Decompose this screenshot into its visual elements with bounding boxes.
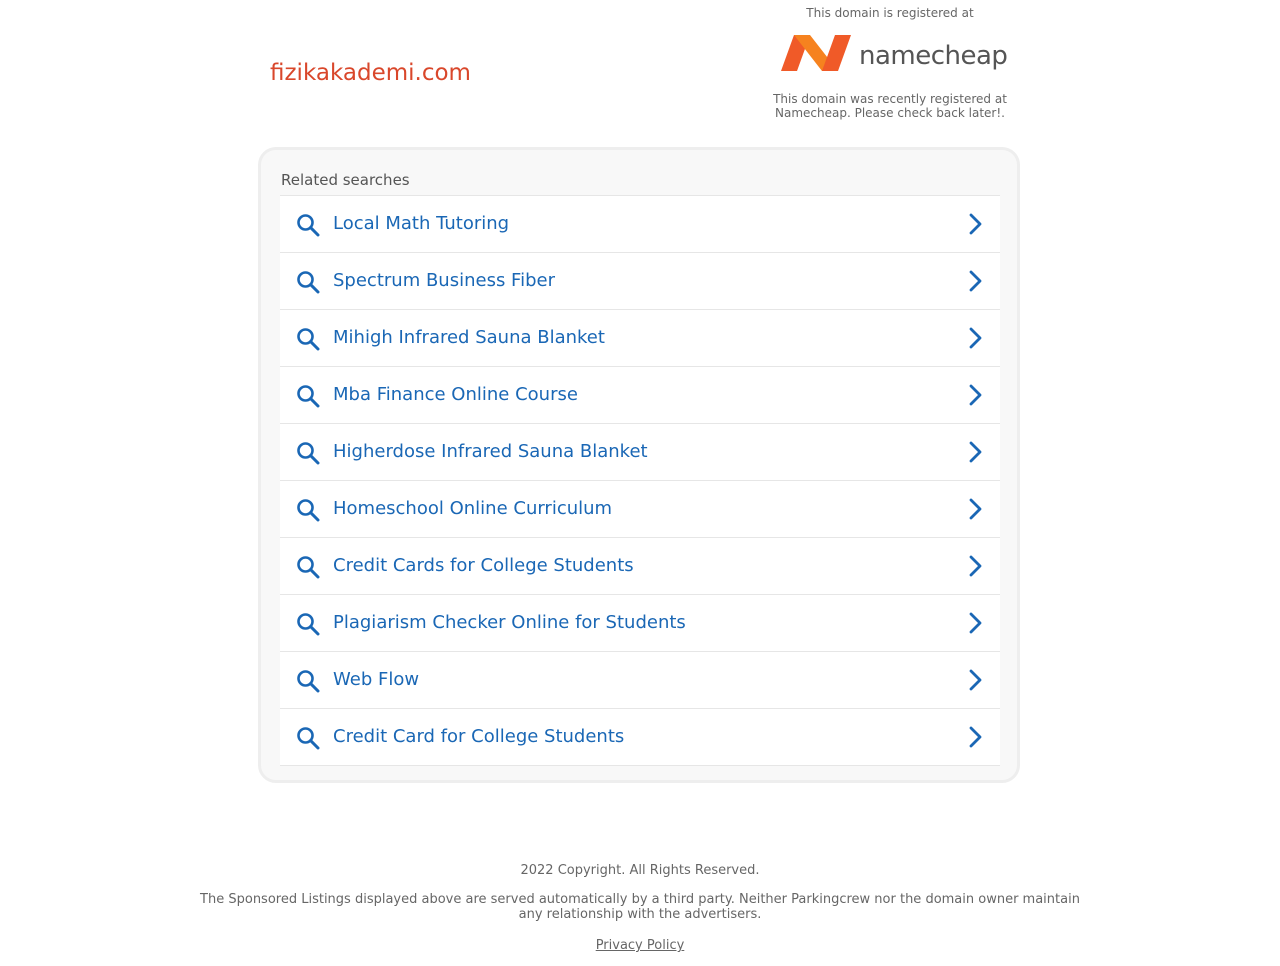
chevron-right-icon (964, 441, 986, 463)
copyright-text: 2022 Copyright. All Rights Reserved. (520, 863, 760, 878)
search-icon (296, 270, 320, 294)
chevron-right-icon (964, 612, 986, 634)
search-icon (296, 612, 320, 636)
related-search-item[interactable] (280, 481, 1000, 538)
related-search-item[interactable] (280, 310, 1000, 367)
related-search-label: Homeschool Online Curriculum (333, 498, 613, 519)
related-searches-list (280, 196, 1000, 766)
namecheap-logo-icon (780, 33, 852, 73)
search-icon (296, 555, 320, 579)
search-icon (296, 669, 320, 693)
chevron-right-icon (964, 669, 986, 691)
related-search-item[interactable] (280, 424, 1000, 481)
related-search-label: Local Math Tutoring (333, 213, 510, 234)
chevron-right-icon (964, 213, 986, 235)
chevron-right-icon (964, 384, 986, 406)
related-search-label: Credit Card for College Students (333, 726, 625, 747)
related-search-label: Spectrum Business Fiber (333, 270, 555, 291)
search-icon (296, 498, 320, 522)
registrar-note: This domain was recently registered at Namecheap. Please check back later!. (773, 92, 1007, 120)
chevron-right-icon (964, 498, 986, 520)
related-search-item[interactable] (280, 538, 1000, 595)
related-search-item[interactable] (280, 253, 1000, 310)
related-search-label: Credit Cards for College Students (333, 555, 634, 576)
domain-name: fizikakademi.com (270, 60, 471, 86)
sponsored-disclaimer: The Sponsored Listings displayed above are served automatically by a third party. Neither Parkingcrew nor the domain owner maintain any relationship with the advertisers. (200, 892, 1080, 922)
registrar-intro: This domain is registered at (806, 6, 974, 20)
related-search-label: Plagiarism Checker Online for Students (333, 612, 686, 633)
chevron-right-icon (964, 726, 986, 748)
related-search-item[interactable] (280, 595, 1000, 652)
chevron-right-icon (964, 270, 986, 292)
chevron-right-icon (964, 327, 986, 349)
related-search-label: Higherdose Infrared Sauna Blanket (333, 441, 648, 462)
privacy-policy-link[interactable]: Privacy Policy (595, 938, 685, 953)
search-icon (296, 384, 320, 408)
privacy-policy-container (0, 937, 1280, 954)
related-search-label: Mba Finance Online Course (333, 384, 578, 405)
search-icon (296, 441, 320, 465)
chevron-right-icon (964, 555, 986, 577)
search-icon (296, 213, 320, 237)
related-search-label: Web Flow (333, 669, 420, 690)
related-searches-title: Related searches (280, 165, 1000, 196)
related-searches-inner (280, 165, 1000, 766)
related-searches-card (258, 147, 1020, 783)
related-search-item[interactable] (280, 196, 1000, 253)
related-search-label: Mihigh Infrared Sauna Blanket (333, 327, 605, 348)
search-icon (296, 726, 320, 750)
namecheap-logo-text: namecheap (859, 41, 1008, 71)
search-icon (296, 327, 320, 351)
related-search-item[interactable] (280, 652, 1000, 709)
related-search-item[interactable] (280, 709, 1000, 766)
namecheap-logo-link[interactable] (760, 24, 1020, 90)
related-search-item[interactable] (280, 367, 1000, 424)
page-header (0, 0, 1280, 140)
